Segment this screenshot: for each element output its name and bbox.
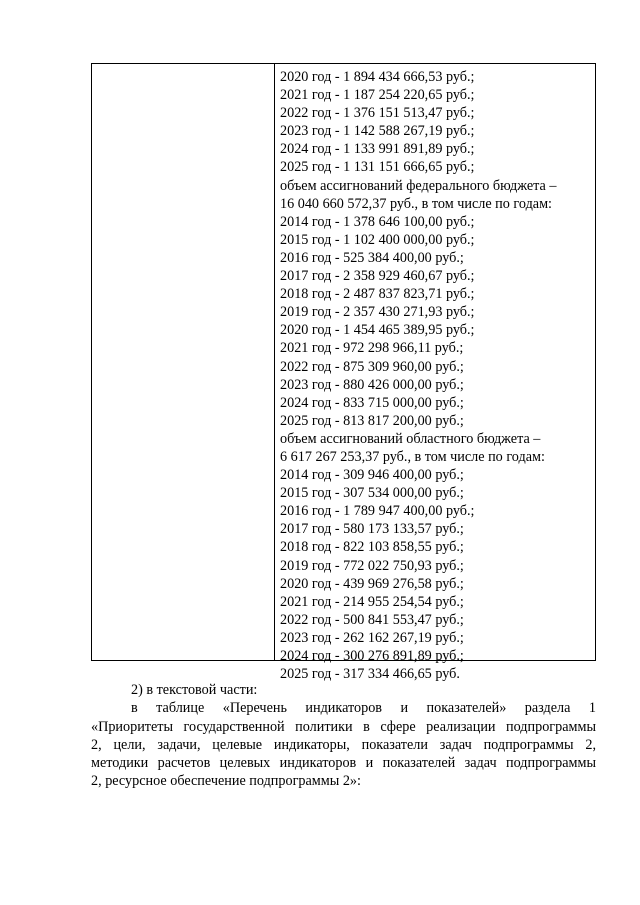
table-line: 2018 год - 2 487 837 823,71 руб.;: [280, 286, 475, 303]
table-line: 2022 год - 875 309 960,00 руб.;: [280, 358, 464, 375]
paragraph-line: 2, ресурсное обеспечение подпрограммы 2»:: [91, 773, 361, 790]
item-heading: 2) в текстовой части:: [131, 682, 258, 698]
table-line: 2014 год - 309 946 400,00 руб.;: [280, 467, 464, 484]
table-line: 2023 год - 1 142 588 267,19 руб.;: [280, 123, 475, 140]
table-line: 2016 год - 525 384 400,00 руб.;: [280, 249, 464, 266]
table-left-cell: [92, 64, 275, 660]
paragraph-line: в таблице «Перечень индикаторов и показателей» раздела 1: [131, 700, 596, 717]
table-line: 2025 год - 813 817 200,00 руб.;: [280, 412, 464, 429]
table-line: 2017 год - 580 173 133,57 руб.;: [280, 521, 464, 538]
table-line: 2023 год - 262 162 267,19 руб.;: [280, 629, 464, 646]
text-section: [91, 681, 596, 791]
table-line: 2019 год - 772 022 750,93 руб.;: [280, 557, 464, 574]
table-line: 2022 год - 1 376 151 513,47 руб.;: [280, 105, 475, 122]
table-line: 2021 год - 214 955 254,54 руб.;: [280, 593, 464, 610]
table-line: 2015 год - 1 102 400 000,00 руб.;: [280, 231, 475, 248]
table-line: 2020 год - 439 969 276,58 руб.;: [280, 575, 464, 592]
table-line: 2020 год - 1 894 434 666,53 руб.;: [280, 69, 475, 85]
table-line: 2025 год - 1 131 151 666,65 руб.;: [280, 159, 475, 176]
paragraph-line: 2, цели, задачи, целевые индикаторы, показатели задач подпрограммы 2,: [91, 736, 596, 753]
table-line: 2024 год - 1 133 991 891,89 руб.;: [280, 141, 475, 158]
table-line: 2020 год - 1 454 465 389,95 руб.;: [280, 322, 475, 339]
table-line: объем ассигнований федерального бюджета –: [280, 177, 557, 194]
paragraph-line: «Приоритеты государственной политики в сфере реализации подпрограммы: [91, 718, 596, 735]
table-line: 2015 год - 307 534 000,00 руб.;: [280, 485, 464, 502]
table-line: 2019 год - 2 357 430 271,93 руб.;: [280, 304, 475, 321]
table-line: объем ассигнований областного бюджета –: [280, 430, 541, 447]
table-line: 2022 год - 500 841 553,47 руб.;: [280, 611, 464, 628]
table-line: 2024 год - 300 276 891,89 руб.;: [280, 648, 464, 664]
table-line: 2023 год - 880 426 000,00 руб.;: [280, 376, 464, 393]
table-line: 2021 год - 972 298 966,11 руб.;: [280, 340, 464, 357]
table-line: 2017 год - 2 358 929 460,67 руб.;: [280, 268, 475, 285]
table-line: 2024 год - 833 715 000,00 руб.;: [280, 394, 464, 411]
table-line: 2014 год - 1 378 646 100,00 руб.;: [280, 213, 475, 230]
table-line: 2018 год - 822 103 858,55 руб.;: [280, 539, 464, 556]
table-line: 6 617 267 253,37 руб., в том числе по годам:: [280, 448, 545, 465]
table-line: 16 040 660 572,37 руб., в том числе по годам:: [280, 195, 552, 212]
table-line: 2016 год - 1 789 947 400,00 руб.;: [280, 503, 475, 520]
table-line: 2025 год - 317 334 466,65 руб.: [280, 666, 460, 683]
funding-table: [91, 63, 596, 683]
table-line: 2021 год - 1 187 254 220,65 руб.;: [280, 87, 475, 104]
table-right-cell: [275, 64, 595, 683]
paragraph-line: методики расчетов целевых индикаторов и показателей задач подпрограммы: [91, 755, 596, 772]
